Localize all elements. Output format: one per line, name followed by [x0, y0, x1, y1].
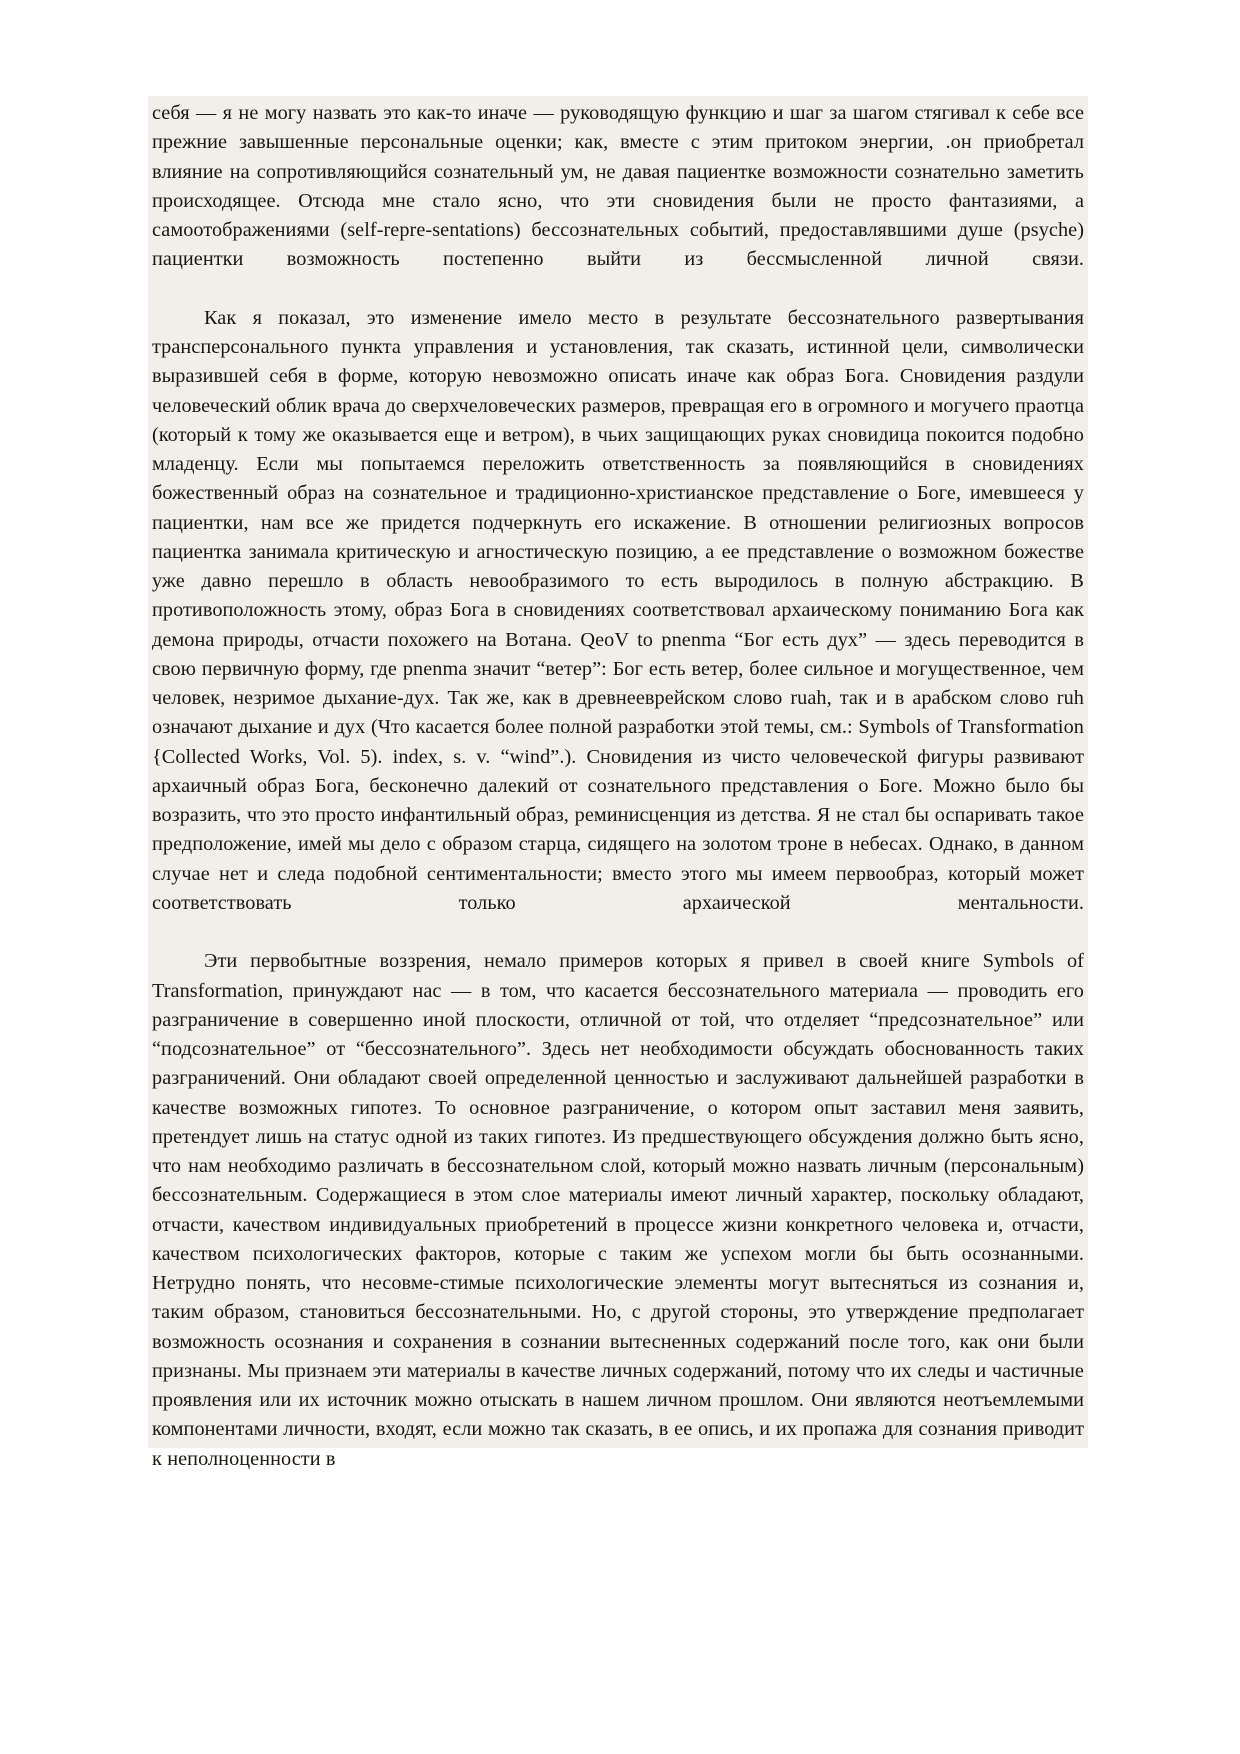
paragraph-1: себя — я не могу назвать это как-то иначе — руководящую функцию и шаг за шагом стягивал к себе все прежние завышенные персональные оценки; как, вместе с этим притоком энергии, .он приобретал влияние на сопротивляющийся сознательный ум, не давая пациентке возможности сознательно заметить происходящее. Отсюда мне стало ясно, что эти сновидения были не просто фантазиями, а самоотображениями (self-repre-sentations) бессознательных событий, предоставлявшими душе (psyche) пациентки возможность постепенно выйти из бессмысленной личной связи.	[152, 102, 1084, 271]
paragraph-2: Как я показал, это изменение имело место в результате бессознательного развертывания трансперсонального пункта управления и установления, так сказать, истинной цели, символически выразившей себя в форме, которую невозможно описать иначе как образ Бога. Сновидения раздули человеческий облик врача до сверхчеловеческих размеров, превращая его в огромного и могучего праотца (который к тому же оказывается еще и ветром), в чьих защищающих руках сновидица покоится подобно младенцу. Если мы попытаемся переложить ответственность за появляющийся в сновидениях божественный образ на сознательное и традиционно-христианское представление о Боге, имевшееся у пациентки, нам все же придется подчеркнуть его искажение. В отношении религиозных вопросов пациентка занимала критическую и агностическую позицию, а ее представление о возможном божестве уже давно перешло в область невообразимого то есть выродилось в полную абстракцию. В противоположность этому, образ Бога в сновидениях соответствовал архаическому пониманию Бога как демона природы, отчасти похожего на Вотана. QeoV to pnenma “Бог есть дух” — здесь переводится в свою первичную форму, где pnenma значит “ветер”: Бог есть ветер, более сильное и могущественное, чем человек, незримое дыхание-дух. Так же, как в древнееврейском слово ruah, так и в арабском слово ruh означают дыхание и дух (Что касается более полной разработки этой темы, см.: Symbols of Transformation {Collected Works, Vol. 5). index, s. v. “wind”.). Сновидения из чисто человеческой фигуры развивают архаичный образ Бога, бесконечно далекий от сознательного представления о Боге. Можно было бы возразить, что это просто инфантильный образ, реминисценция из детства. Я не стал бы оспаривать такое предположение, имей мы дело с образом старца, сидящего на золотом троне в небесах. Однако, в данном случае нет и следа подобной сентиментальности; вместо этого мы имеем первообраз, который может соответствовать только архаической ментальности.	[152, 306, 1084, 914]
body-text-column	[152, 99, 1084, 1474]
paragraph-3: Эти первобытные воззрения, немало примеров которых я привел в своей книге Symbols of Transformation, принуждают нас — в том, что касается бессознательного материала — проводить его разграничение в совершенно иной плоскости, отличной от той, что отделяет “предсознательное” или “подсознательное” от “бессознательного”. Здесь нет необходимости обсуждать обоснованность таких разграничений. Они обладают своей определенной ценностью и заслуживают дальнейшей разработки в качестве возможных гипотез. То основное разграничение, о котором опыт заставил меня заявить, претендует лишь на статус одной из таких гипотез. Из предшествующего обсуждения должно быть ясно, что нам необходимо различать в бессознательном слой, который можно назвать личным (персональным) бессознательным. Содержащиеся в этом слое материалы имеют личный характер, поскольку обладают, отчасти, качеством индивидуальных приобретений в процессе жизни конкретного человека и, отчасти, качеством психологических факторов, которые с таким же успехом могли бы быть осознанными. Нетрудно понять, что несовме-стимые психологические элементы могут вытесняться из сознания и, таким образом, становиться бессознательными. Но, с другой стороны, это утверждение предполагает возможность осознания и сохранения в сознании вытесненных содержаний после того, как они были признаны. Мы признаем эти материалы в качестве личных содержаний, потому что их следы и частичные проявления или их источник можно отыскать в нашем личном прошлом. Они являются неотъемлемыми компонентами личности, входят, если можно так сказать, в ее опись, и их пропажа для сознания приводит к неполноценности в	[152, 950, 1084, 1470]
